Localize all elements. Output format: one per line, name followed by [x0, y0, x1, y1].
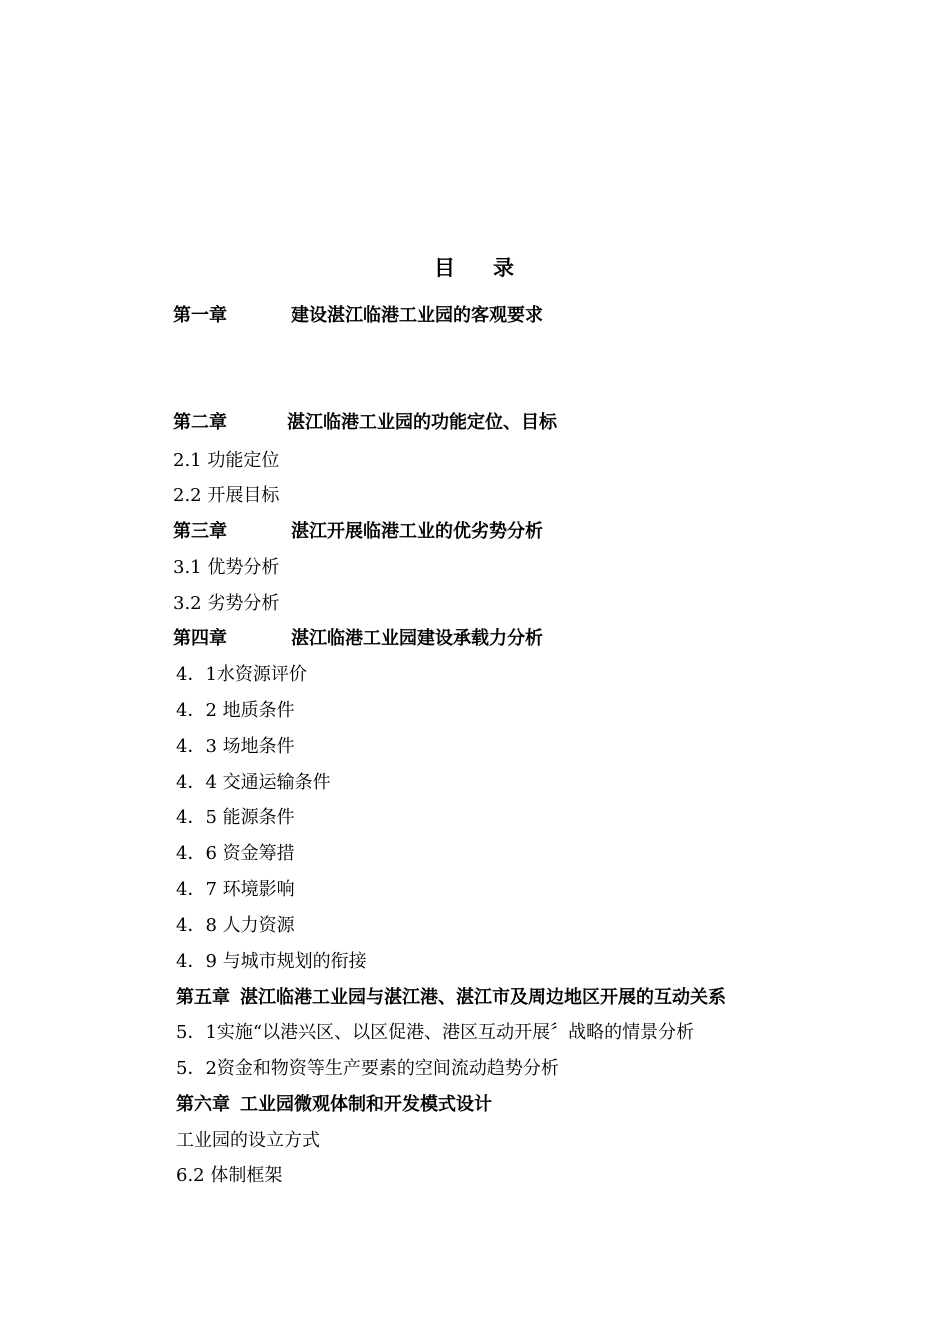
toc-section: 3.2 劣势分析: [173, 593, 280, 614]
toc-section: 4．2 地质条件: [176, 700, 295, 721]
toc-section: 4．6 资金筹措: [176, 843, 295, 864]
toc-chapter-5: [176, 986, 726, 1010]
toc-section: 4．3 场地条件: [176, 736, 295, 757]
chapter-title: 湛江临港工业园的功能定位、目标: [287, 412, 557, 433]
chapter-title: 建设湛江临港工业园的客观要求: [291, 305, 543, 326]
toc-section: 3.1 优势分析: [173, 557, 280, 578]
toc-title: [0, 252, 950, 282]
chapter-number: 第五章: [176, 987, 230, 1008]
toc-section: 5．2资金和物资等生产要素的空间流动趋势分析: [176, 1058, 559, 1079]
toc-section: 2.2 开展目标: [173, 485, 280, 506]
toc-chapter-1: [173, 304, 543, 328]
toc-section: 4．9 与城市规划的衔接: [176, 951, 367, 972]
toc-section: 4．4 交通运输条件: [176, 772, 331, 793]
toc-section: 4．5 能源条件: [176, 807, 295, 828]
toc-title-right: 录: [493, 256, 516, 280]
toc-chapter-4: [173, 627, 543, 651]
toc-section: 4．1水资源评价: [176, 664, 307, 685]
toc-section: 2.1 功能定位: [173, 450, 280, 471]
toc-chapter-2: [173, 411, 557, 435]
toc-section: 6.2 体制框架: [176, 1165, 283, 1186]
chapter-title: 工业园微观体制和开发模式设计: [240, 1094, 492, 1115]
toc-chapter-6: [176, 1093, 492, 1117]
chapter-number: 第一章: [173, 305, 227, 326]
toc-chapter-3: [173, 520, 543, 544]
chapter-number: 第二章: [173, 412, 227, 433]
toc-section: 5．1实施“以港兴区、以区促港、港区互动开展〞战略的情景分析: [176, 1022, 695, 1043]
toc-section: 4．7 环境影响: [176, 879, 295, 900]
toc-section: 工业园的设立方式: [176, 1130, 320, 1151]
chapter-number: 第四章: [173, 628, 227, 649]
chapter-number: 第三章: [173, 521, 227, 542]
toc-section: 4．8 人力资源: [176, 915, 295, 936]
chapter-number: 第六章: [176, 1094, 230, 1115]
toc-title-left: 目: [434, 256, 457, 280]
chapter-title: 湛江临港工业园建设承载力分析: [291, 628, 543, 649]
chapter-title: 湛江临港工业园与湛江港、湛江市及周边地区开展的互动关系: [240, 987, 726, 1008]
chapter-title: 湛江开展临港工业的优劣势分析: [291, 521, 543, 542]
